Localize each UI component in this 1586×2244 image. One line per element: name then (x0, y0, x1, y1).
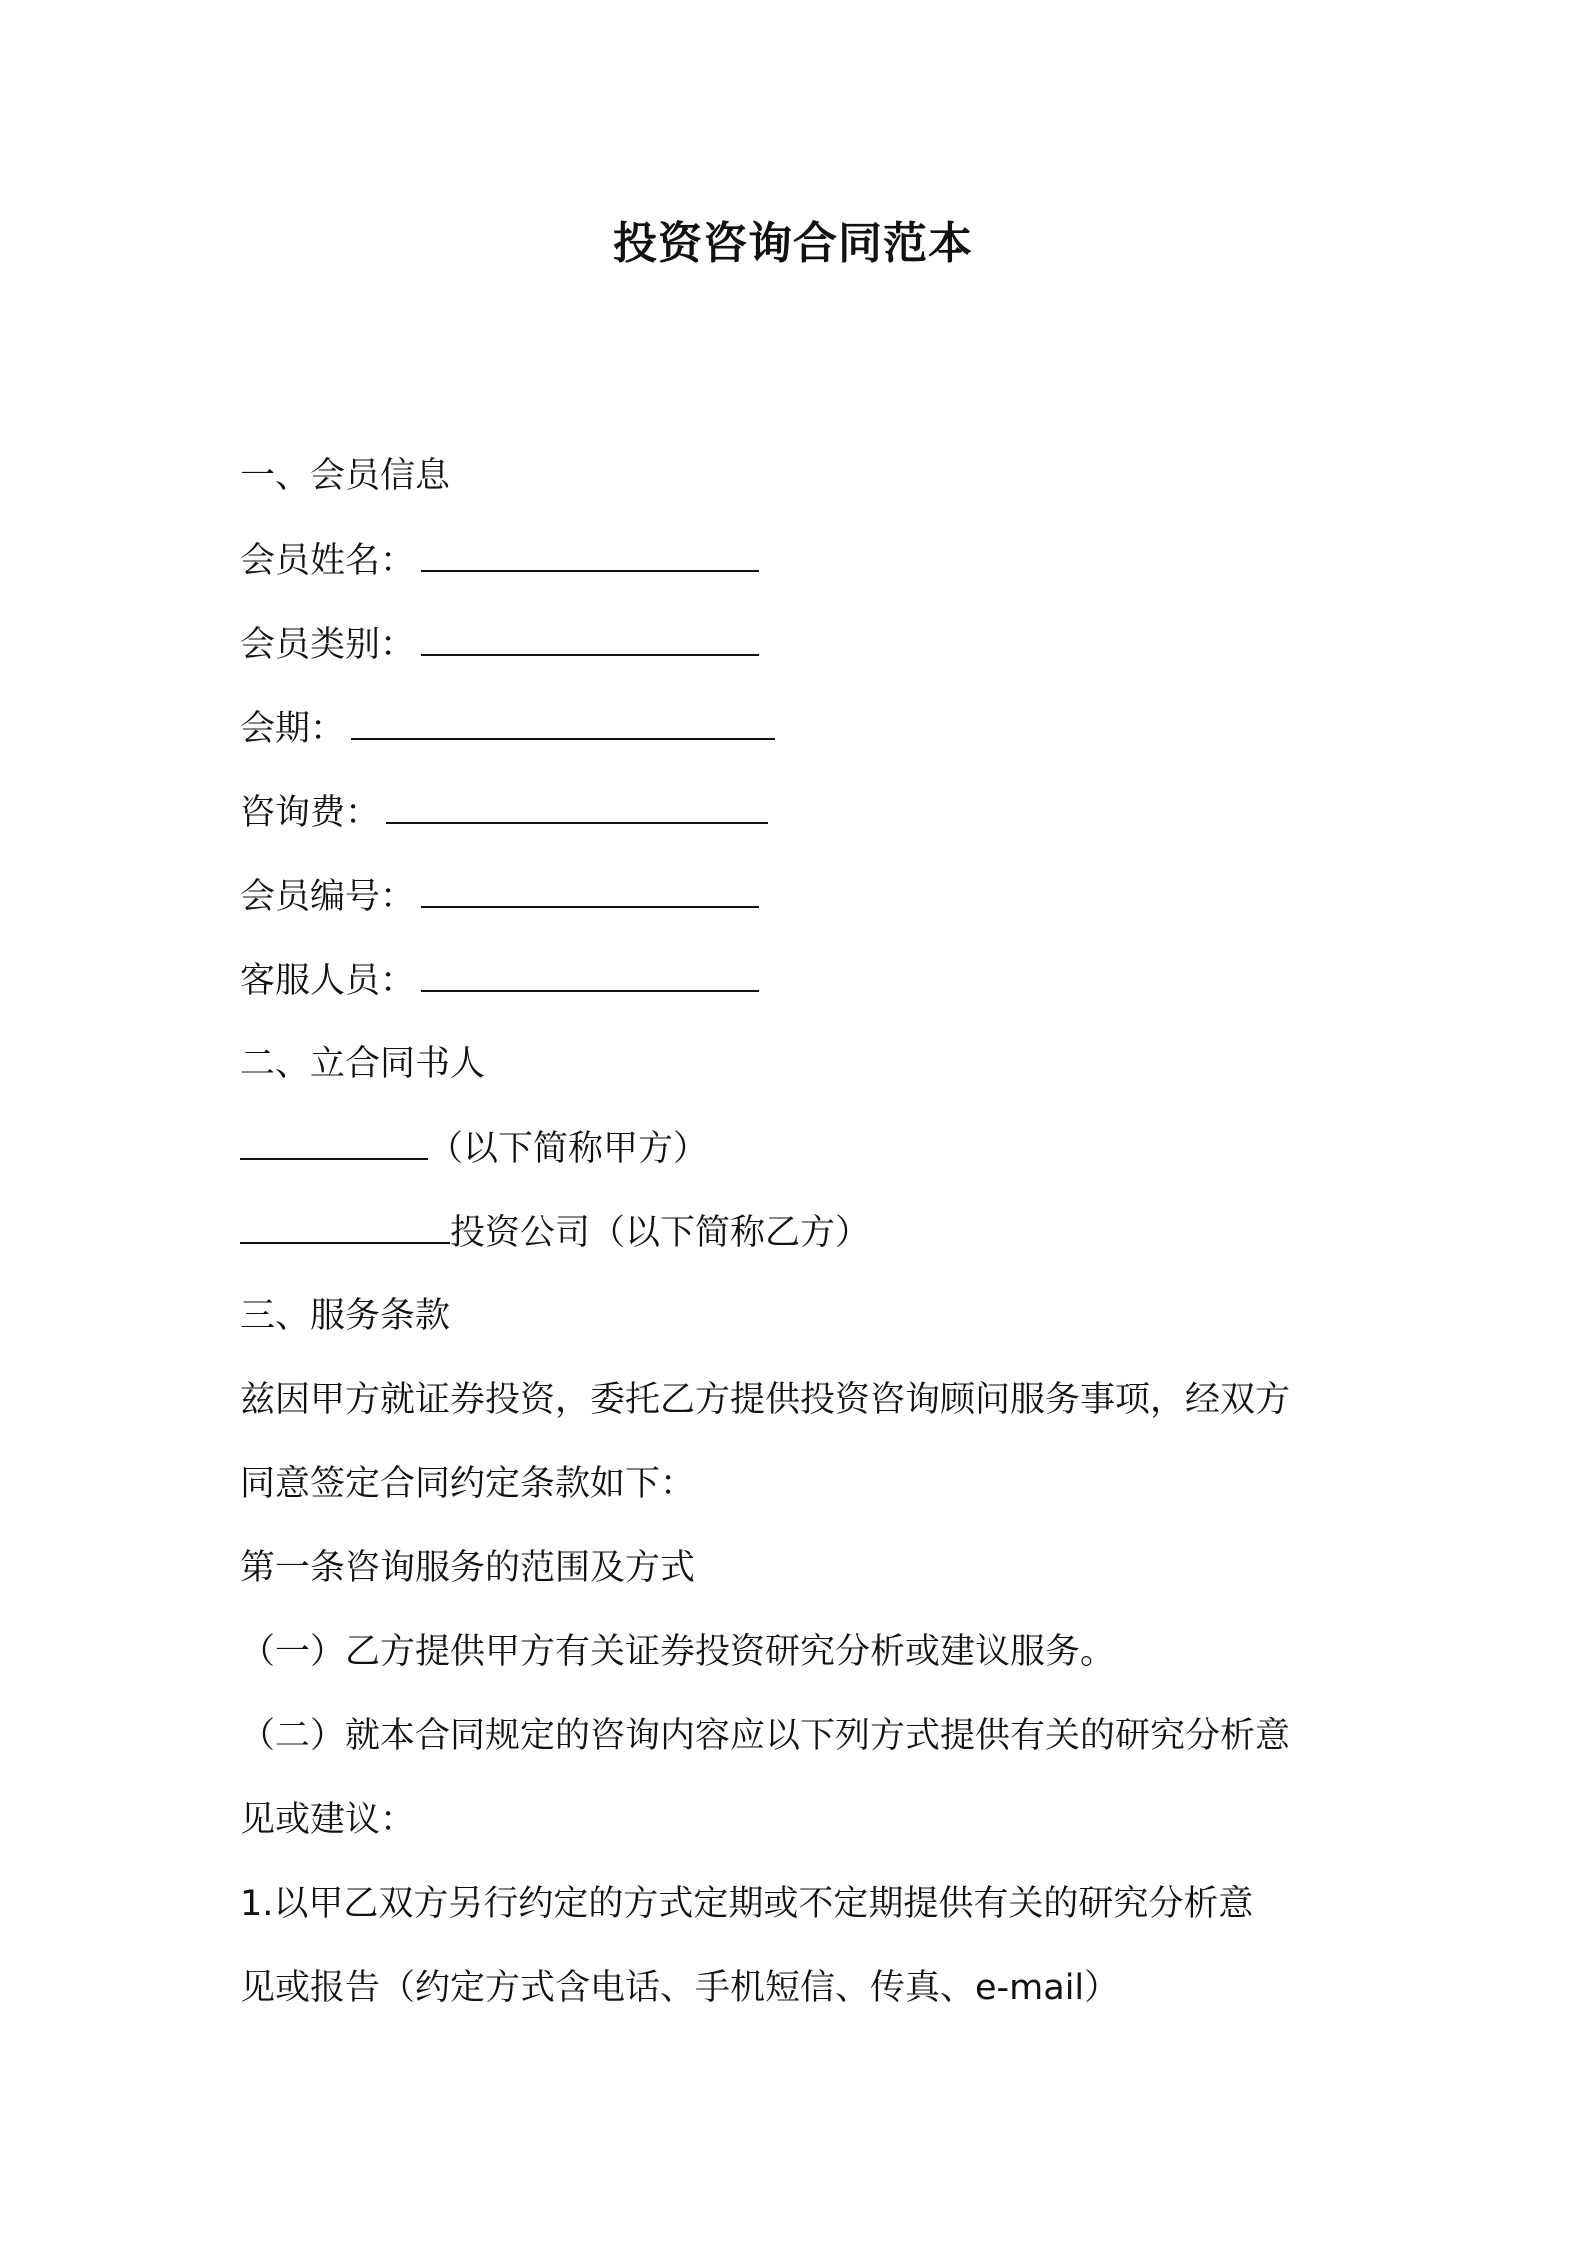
blank-line[interactable] (421, 620, 759, 656)
point1-text-line2: 见或报告（约定方式含电话、手机短信、传真、e-mail） (240, 1968, 1120, 2008)
blank-line[interactable] (351, 704, 775, 740)
blank-line[interactable] (386, 788, 768, 824)
blank-line[interactable] (421, 872, 759, 908)
blank-line[interactable] (240, 1208, 450, 1244)
member-number-field (240, 872, 759, 921)
field-label: 会员类别： (240, 625, 416, 665)
member-category-field (240, 620, 759, 669)
field-label: 会员姓名： (240, 541, 416, 581)
member-name-field (240, 536, 759, 585)
section3-heading: 三、服务条款 (240, 1296, 451, 1336)
intro-paragraph-line1: 兹因甲方就证券投资，委托乙方提供投资咨询顾问服务事项，经双方 (240, 1380, 1291, 1420)
blank-line[interactable] (421, 536, 759, 572)
item1-text: （一）乙方提供甲方有关证券投资研究分析或建议服务。 (240, 1632, 1116, 1672)
item2-text-line1: （二）就本合同规定的咨询内容应以下列方式提供有关的研究分析意 (240, 1716, 1291, 1756)
consulting-fee-field (240, 788, 768, 837)
blank-line[interactable] (240, 1124, 428, 1160)
intro-paragraph-line2: 同意签定合同约定条款如下： (240, 1464, 696, 1504)
membership-period-field (240, 704, 775, 753)
party-a-suffix: （以下简称甲方） (428, 1129, 709, 1169)
section2-heading: 二、立合同书人 (240, 1044, 486, 1084)
section1-heading: 一、会员信息 (240, 456, 451, 496)
item2-text-line2: 见或建议： (240, 1800, 416, 1840)
field-label: 客服人员： (240, 961, 416, 1001)
blank-line[interactable] (421, 956, 759, 992)
customer-service-field (240, 956, 759, 1005)
article1-title: 第一条咨询服务的范围及方式 (240, 1548, 696, 1588)
field-label: 咨询费： (240, 793, 381, 833)
party-b-line (240, 1208, 870, 1257)
point1-text-line1: 1.以甲乙双方另行约定的方式定期或不定期提供有关的研究分析意 (240, 1884, 1254, 1924)
party-b-suffix: 投资公司（以下简称乙方） (450, 1213, 871, 1253)
document-title: 投资咨询合同范本 (613, 218, 973, 269)
field-label: 会期： (240, 709, 346, 749)
field-label: 会员编号： (240, 877, 416, 917)
party-a-line (240, 1124, 708, 1173)
